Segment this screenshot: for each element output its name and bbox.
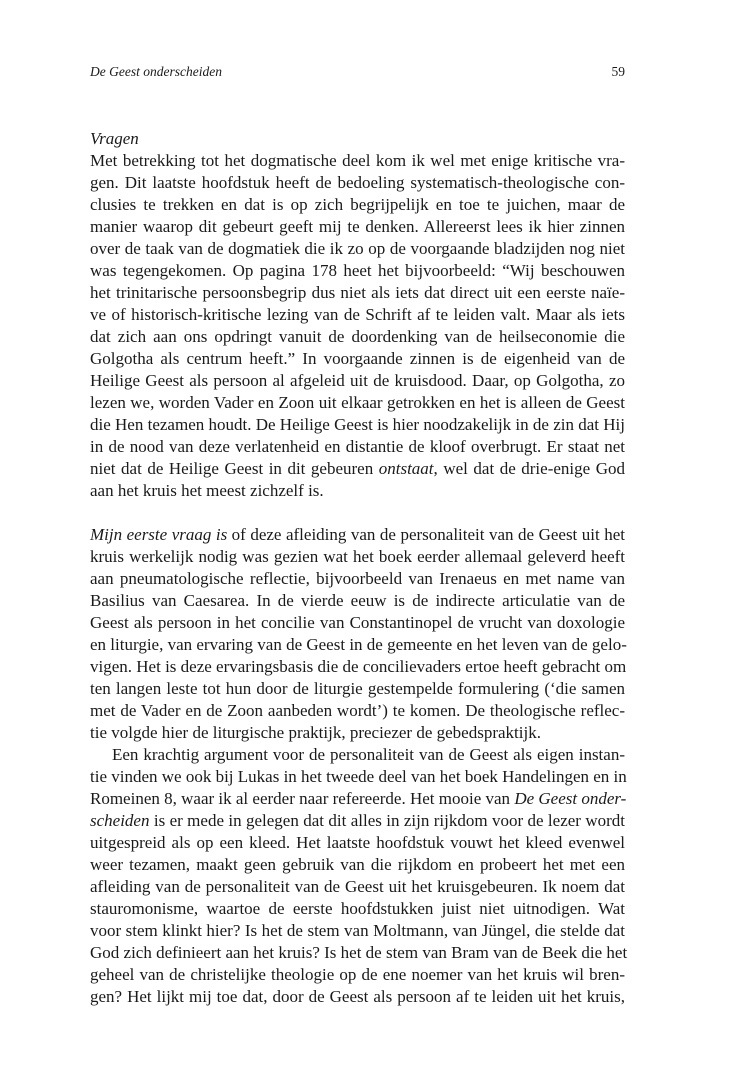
page-number: 59 bbox=[611, 64, 625, 79]
text-line: die Hen tezamen houdt. De Heilige Geest is hier noodzakelijk in de zin dat Hij bbox=[90, 415, 625, 434]
running-title: De Geest onderscheiden bbox=[90, 64, 222, 79]
text-line: vigen. Het is deze ervaringsbasis die de concilievaders ertoe heeft gebracht om bbox=[90, 657, 627, 676]
text-line bbox=[90, 524, 625, 546]
text-line: gen? Het lijkt mij toe dat, door de Geest als persoon af te leiden uit het kruis, bbox=[90, 987, 625, 1006]
text-line: uitgespreid als op een kleed. Het laatste hoofdstuk vouwt het kleed evenwel bbox=[90, 833, 625, 852]
paragraph-gap bbox=[90, 502, 625, 524]
text-line: God zich definieert aan het kruis? Is het de stem van Bram van de Beek die het bbox=[90, 943, 628, 962]
text-line: Een krachtig argument voor de personaliteit van de Geest als eigen instan- bbox=[112, 745, 625, 764]
text-line: gen. Dit laatste hoofdstuk heeft de bedoeling systematisch-theologische con- bbox=[90, 173, 625, 192]
text-span: , wel dat de drie-enige God bbox=[433, 459, 625, 478]
text-span: is er mede in gelegen dat dit alles in zijn rijkdom voor de lezer wordt bbox=[149, 811, 625, 830]
section-heading: Vragen bbox=[90, 129, 139, 148]
paragraph-2 bbox=[90, 524, 625, 744]
emphasis: ontstaat bbox=[378, 459, 434, 478]
text-line: over de taak van de dogmatiek die ik zo op de voorgaande bladzijden nog niet bbox=[90, 239, 625, 258]
text-line: dat zich aan ons opdringt vanuit de doordenking van de heilseconomie die bbox=[90, 327, 625, 346]
text-line bbox=[90, 458, 625, 480]
text-line: Basilius van Caesarea. In de vierde eeuw is de indirecte articulatie van de bbox=[90, 591, 625, 610]
text-line: het trinitarische persoonsbegrip dus niet als iets dat direct uit een eerste naïe- bbox=[90, 283, 625, 302]
text-line: tie volgde hier de liturgische praktijk, preciezer de gebedspraktijk. bbox=[90, 723, 541, 742]
text-line: stauromonisme, waartoe de eerste hoofdstukken juist niet uitnodigen. Wat bbox=[90, 899, 625, 918]
text-line bbox=[90, 810, 625, 832]
text-span: Romeinen 8, waar ik al eerder naar refereerde. Het mooie van bbox=[90, 789, 515, 808]
text-line: manier waarop dit gebeurt geeft mij te denken. Allereerst lees ik hier zinnen bbox=[90, 217, 625, 236]
emphasis: Mijn eerste vraag is bbox=[90, 525, 228, 544]
text-line: Golgotha als centrum heeft.” In voorgaande zinnen is de eigenheid van de bbox=[90, 349, 625, 368]
text-span: of deze afleiding van de personaliteit van de Geest uit het bbox=[227, 525, 625, 544]
emphasis: scheiden bbox=[90, 811, 150, 830]
text-line: met de Vader en de Zoon aanbeden wordt’) te komen. De theologische reflec- bbox=[90, 701, 625, 720]
text-line: Met betrekking tot het dogmatische deel kom ik wel met enige kritische vra- bbox=[90, 151, 625, 170]
text-line: afleiding van de personaliteit van de Geest uit het kruisgebeuren. Ik noem dat bbox=[90, 877, 625, 896]
text-line: Geest als persoon in het concilie van Constantinopel de vrucht van doxologie bbox=[90, 613, 625, 632]
text-line: ten langen leste tot hun door de liturgie gestempelde formulering (‘die samen bbox=[90, 679, 625, 698]
text-line: kruis werkelijk nodig was gezien wat het boek eerder allemaal geleverd heeft bbox=[90, 547, 625, 566]
text-line: voor stem klinkt hier? Is het de stem van Moltmann, van Jüngel, die stelde dat bbox=[90, 921, 625, 940]
text-line: was tegengekomen. Op pagina 178 heet het bijvoorbeeld: “Wij beschouwen bbox=[90, 261, 625, 280]
text-line: geheel van de christelijke theologie op de ene noemer van het kruis wil bren- bbox=[90, 965, 625, 984]
paragraph-1 bbox=[90, 150, 625, 502]
text-line: ve of historisch-kritische lezing van de Schrift af te leiden valt. Maar als iets bbox=[90, 305, 625, 324]
text-line: aan het kruis het meest zichzelf is. bbox=[90, 481, 324, 500]
text-line: tie vinden we ook bij Lukas in het tweede deel van het boek Handelingen en in bbox=[90, 767, 627, 786]
text-line: lezen we, worden Vader en Zoon uit elkaar getrokken en het is alleen de Geest bbox=[90, 393, 625, 412]
emphasis: De Geest onder- bbox=[514, 789, 627, 808]
text-line: aan pneumatologische reflectie, bijvoorbeeld van Irenaeus en met name van bbox=[90, 569, 625, 588]
text-line: en liturgie, van ervaring van de Geest in de gemeente en het leven van de gelo- bbox=[90, 635, 627, 654]
text-line: clusies te trekken en dat is op zich begrijpelijk en toe te juichen, maar de bbox=[90, 195, 625, 214]
text-line: in de nood van deze verlatenheid en distantie de kloof overbrugt. Er staat net bbox=[90, 437, 625, 456]
paragraph-3 bbox=[90, 744, 628, 1008]
running-head bbox=[90, 64, 625, 80]
page-body bbox=[90, 128, 628, 1008]
text-line: Heilige Geest als persoon al afgeleid uit de kruisdood. Daar, op Golgotha, zo bbox=[90, 371, 625, 390]
text-line bbox=[90, 788, 625, 810]
text-line: weer tezamen, maakt geen gebruik van die rijkdom en probeert het met een bbox=[90, 855, 625, 874]
text-span: niet dat de Heilige Geest in dit gebeuren bbox=[90, 459, 379, 478]
